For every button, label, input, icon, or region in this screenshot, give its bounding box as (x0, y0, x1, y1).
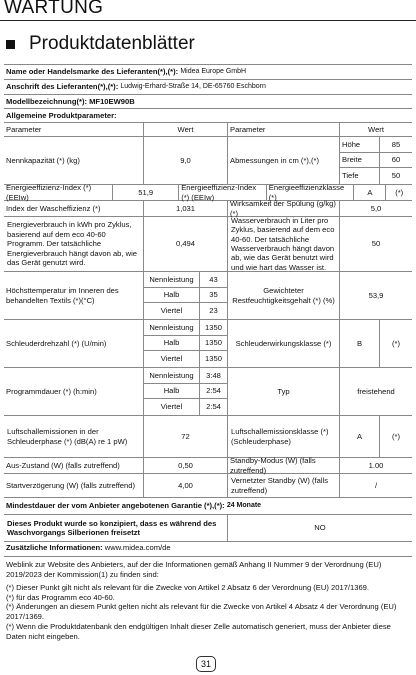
table-row-noise: Luftschallemissionen in der Schleuderphase (*) (dB(A) re 1 pW) 72 Luftschallemissionsklasse (*) (Schleuderphase) A (*) (4, 416, 412, 458)
table-row-spin: Schleuderdrehzahl (*) (U/min) Nennleistung Halb Viertel 1350 1350 1350 Schleuderwirkungsklasse (*) B (*) (4, 320, 412, 368)
silver-ions-row: Dieses Produkt wurde so konzipiert, dass es während des Waschvorgangs Silberionen freisetzt NO (4, 515, 412, 542)
footnote-1: (*) Dieser Punkt gilt nicht als relevant für die Zwecke von Artikel 2 Absatz 6 der Verordnung (EU) 2017/1369. (6, 582, 369, 592)
website-link[interactable]: www.midea.com/de (104, 543, 171, 552)
general-params-row: Allgemeine Produktparameter: (4, 109, 412, 123)
address-row: Anschrift des Lieferanten(*),(*): Ludwig-Erhard-Straße 14, DE-65760 Eschborn (4, 80, 412, 95)
table-row-temperature: Höchsttemperatur im Inneren des behandelten Textils (*)(°C) Nennleistung Halb Viertel 43 35 23 Gewichteter Restfeuchtigkeitsgehalt (*) (%) 53,9 (4, 272, 412, 320)
square-bullet-icon (6, 40, 15, 49)
footnote-2: (*) für das Programm eco 40-60. (6, 592, 115, 602)
footnotes (4, 560, 412, 642)
table-row-delay: Startverzögerung (W) (falls zutreffend) 4,00 Vernetzter Standby (W) (falls zutreffend) / (4, 474, 412, 498)
supplier-row: Name oder Handelsmarke des Lieferanten(*),(*): Midea Europe GmbH (4, 65, 412, 80)
table-row-off: Aus-Zustand (W) (falls zutreffend) 0,50 Standby-Modus (W) (falls zutreffend) 1.00 (4, 458, 412, 474)
table-row-eei: Energieeffizienz-Index (*) (EEIw) 51,9 Energieeffizienz-Index (*) (EEIw) Energieeffizienzklasse (*) A (*) (4, 185, 412, 201)
product-datasheet-table (4, 64, 412, 542)
weblink-intro: Weblink zur Website des Anbieters, auf der die Informationen gemäß Anhang II Nummer 9 der Verordnung (EU) 2019/2023 der Kommission(1) zu finden sind: (6, 560, 382, 579)
footnote-3: (*) Änderungen an diesem Punkt gelten nicht als relevant für die Zwecke von Artikel 4 Absatz 4 der Verordnung (EU) 2017/1369. (6, 602, 397, 622)
header-rule (0, 20, 416, 21)
header-title: WARTUNG (4, 0, 104, 18)
additional-info-row: Zusätzliche Informationen: www.midea.com/de (4, 543, 412, 557)
table-row-duration: Programmdauer (*) (h:min) Nennleistung Halb Viertel 3:48 2:54 2:54 Typ freistehend (4, 368, 412, 416)
page-number: 31 (196, 656, 216, 672)
table-row-capacity: Nennkapazität (*) (kg) 9,0 Abmessungen in cm (*),(*) Höhe Breite Tiefe 85 60 50 (4, 137, 412, 185)
table-row-wash: Index der Wascheffizienz (*) 1,031 Wirksamkeit der Spülung (g/kg)(*) 5,0 (4, 201, 412, 217)
table-header-row: Parameter Wert Parameter Wert (4, 123, 412, 137)
guarantee-row: Mindestdauer der vom Anbieter angebotenen Garantie (*),(*): 24 Monate (4, 498, 412, 515)
model-row: Modellbezeichnung(*): MF10EW90B (4, 95, 412, 109)
footnote-4: (*) Wenn die Produktdatenbank den endgültigen Inhalt dieser Zelle automatisch generiert, muss der Anbieter diese Daten nicht eingeben. (6, 622, 391, 642)
section-title-text: Produktdatenblätter (29, 33, 195, 54)
section-title (6, 32, 195, 56)
table-row-energy: Energieverbrauch in kWh pro Zyklus, basierend auf dem eco 40-60 Programm. Der tatsächliche Energieverbrauch hängt davon ab, wie das Gerät genutzt wird. 0,494 Wasserverbrauch in Liter pro Zyklus, basierend auf dem eco 40-60. Der tatsächliche Wasserverbrauch hängt davon ab, wie das Gerät benutzt wird und wie hart das Wasser ist. 50 (4, 217, 412, 272)
